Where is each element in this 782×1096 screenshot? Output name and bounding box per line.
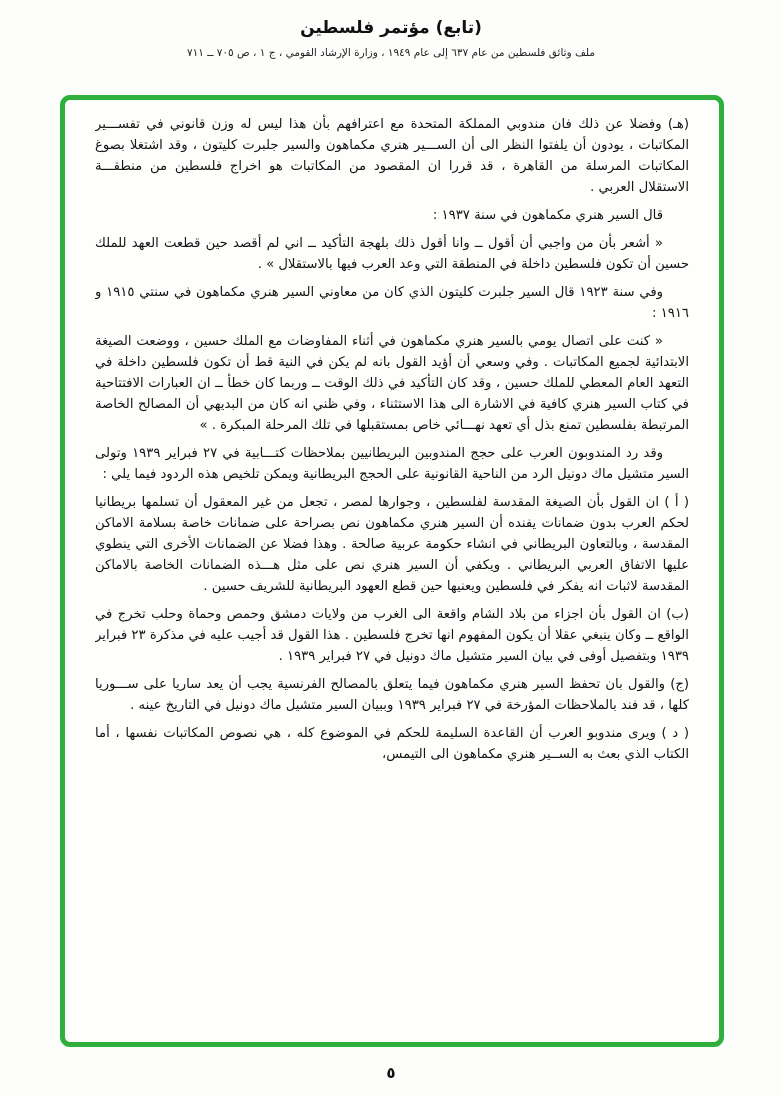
paragraph: (ب) ان القول بأن اجزاء من بلاد الشام واقعة الى الغرب من ولايات دمشق وحمص وحماة وحلب تخرج في الواقع ــ وكان ينبغي عقلا أن يكون المفهوم انها تخرج فلسطين . هذا القول قد أجيب عليه في مذكرة ٢٣ فبراير ١٩٣٩ وبتفصيل أوفى في بيان السير متشيل ماك دونيل في ٢٧ فبراير ١٩٣٩ . xyxy=(95,607,689,664)
document-body xyxy=(95,114,689,1032)
green-border-frame xyxy=(60,95,724,1047)
paragraph: وقد رد المندوبون العرب على حجج المندوبين البريطانيين بملاحظات كتـــابية في ٢٧ فبراير ١٩٣٩ وتولى السير متشيل ماك دونيل الرد من الناحية القانونية على الحجج البريطانية ويمكن تلخيص هذه الردود فيما يلي : xyxy=(95,446,689,482)
paragraph: « كنت على اتصال يومي بالسير هنري مكماهون في أثناء المفاوضات مع الملك حسين ، ووضعت الصيغة الابتدائية لجميع المكاتبات . وفي وسعي أن أؤيد القول بانه لم يكن في النية قط أن تكون فلسطين داخلة في التعهد العام المعطي للملك حسين ، وقد كان التأكيد في ذلك الوقت ــ وربما كان خطأ ــ ان العبارات الافتتاحية في كتاب السير هنري كافية في الاشارة الى هذا الاستثناء ، وفي ظني انه كان من البديهي أن المصالح الخاصة المرتبطة بفلسطين تمنع بذل أي تعهد نهـــائي خاص بمستقبلها في تلك المرحلة المبكرة . » xyxy=(95,334,689,433)
source-citation-line: ملف وثائق فلسطين من عام ٦٣٧ إلى عام ١٩٤٩ ، وزارة الإرشاد القومي ، ج ١ ، ص ٧٠٥ ــ ٧١١ xyxy=(187,47,595,59)
page-number: ٥ xyxy=(386,1064,396,1082)
paragraph: « أشعر بأن من واجبي أن أقول ــ وانا أقول ذلك بلهجة التأكيد ــ اني لم أقصد حين قطعت العهد للملك حسين أن تكون فلسطين داخلة في المنطقة التي وعد العرب فيها بالاستقلال » . xyxy=(95,236,689,272)
paragraph: وفي سنة ١٩٢٣ قال السير جلبرت كليتون الذي كان من معاوني السير هنري مكماهون في سنتي ١٩١٥ و ١٩١٦ : xyxy=(95,285,689,321)
paragraph: ( د ) ويرى مندوبو العرب أن القاعدة السليمة للحكم في الموضوع كله ، هي نصوص المكاتبات نفسها ، أما الكتاب الذي بعث به الســير هنري مكماهون الى التيمس، xyxy=(95,726,689,762)
paragraph: ( أ ) ان القول بأن الصيغة المقدسة لفلسطين ، وجوارها لمصر ، تجعل من غير المعقول أن تسلمها بريطانيا لحكم العرب بدون ضمانات يفنده أن السير هنري مكماهون نص بصراحة على ضمانات خاصة بسلامة الاماكن المقدسة ، وبالتعاون البريطاني في انشاء حكومة عربية صالحة . وهذا فضلا عن الضمانات الأخرى التي ينطوي عليها الاتفاق العربي البريطاني . ويكفي أن السير هنري نص على مثل هـــذه الضمانات الخاصة بالاماكن المقدسة لاثبات انه يفكر في فلسطين ويعنيها حين قطع العهود البريطانية للشريف حسين . xyxy=(95,495,689,594)
page-footer xyxy=(0,1063,782,1082)
paragraph: (هـ) وفضلا عن ذلك فان مندوبي المملكة المتحدة مع اعترافهم بأن هذا ليس له وزن قانوني في تفســـير المكاتبات ، يودون أن يلفتوا النظر الى أن الســـير هنري مكماهون والسير جلبرت كليتون ، وقد اشتغلا بصوغ المكاتبات المرسلة من القاهرة ، قد قررا ان المقصود من المكاتبات هو اخراج فلسطين من منطقـــة الاستقلال العربي . xyxy=(95,117,689,195)
document-title: (تابع) مؤتمر فلسطين xyxy=(300,18,482,38)
paragraph: قال السير هنري مكماهون في سنة ١٩٣٧ : xyxy=(432,208,663,223)
paragraph: (ج) والقول بان تحفظ السير هنري مكماهون فيما يتعلق بالمصالح الفرنسية يجب أن يعد ساريا على ســـوريا كلها ، قد فند بالملاحظات المؤرخة في ٢٧ فبراير ١٩٣٩ وببيان السير متشيل ماك دونيل في التاريخ عينه . xyxy=(95,677,689,713)
page-header xyxy=(0,18,782,59)
